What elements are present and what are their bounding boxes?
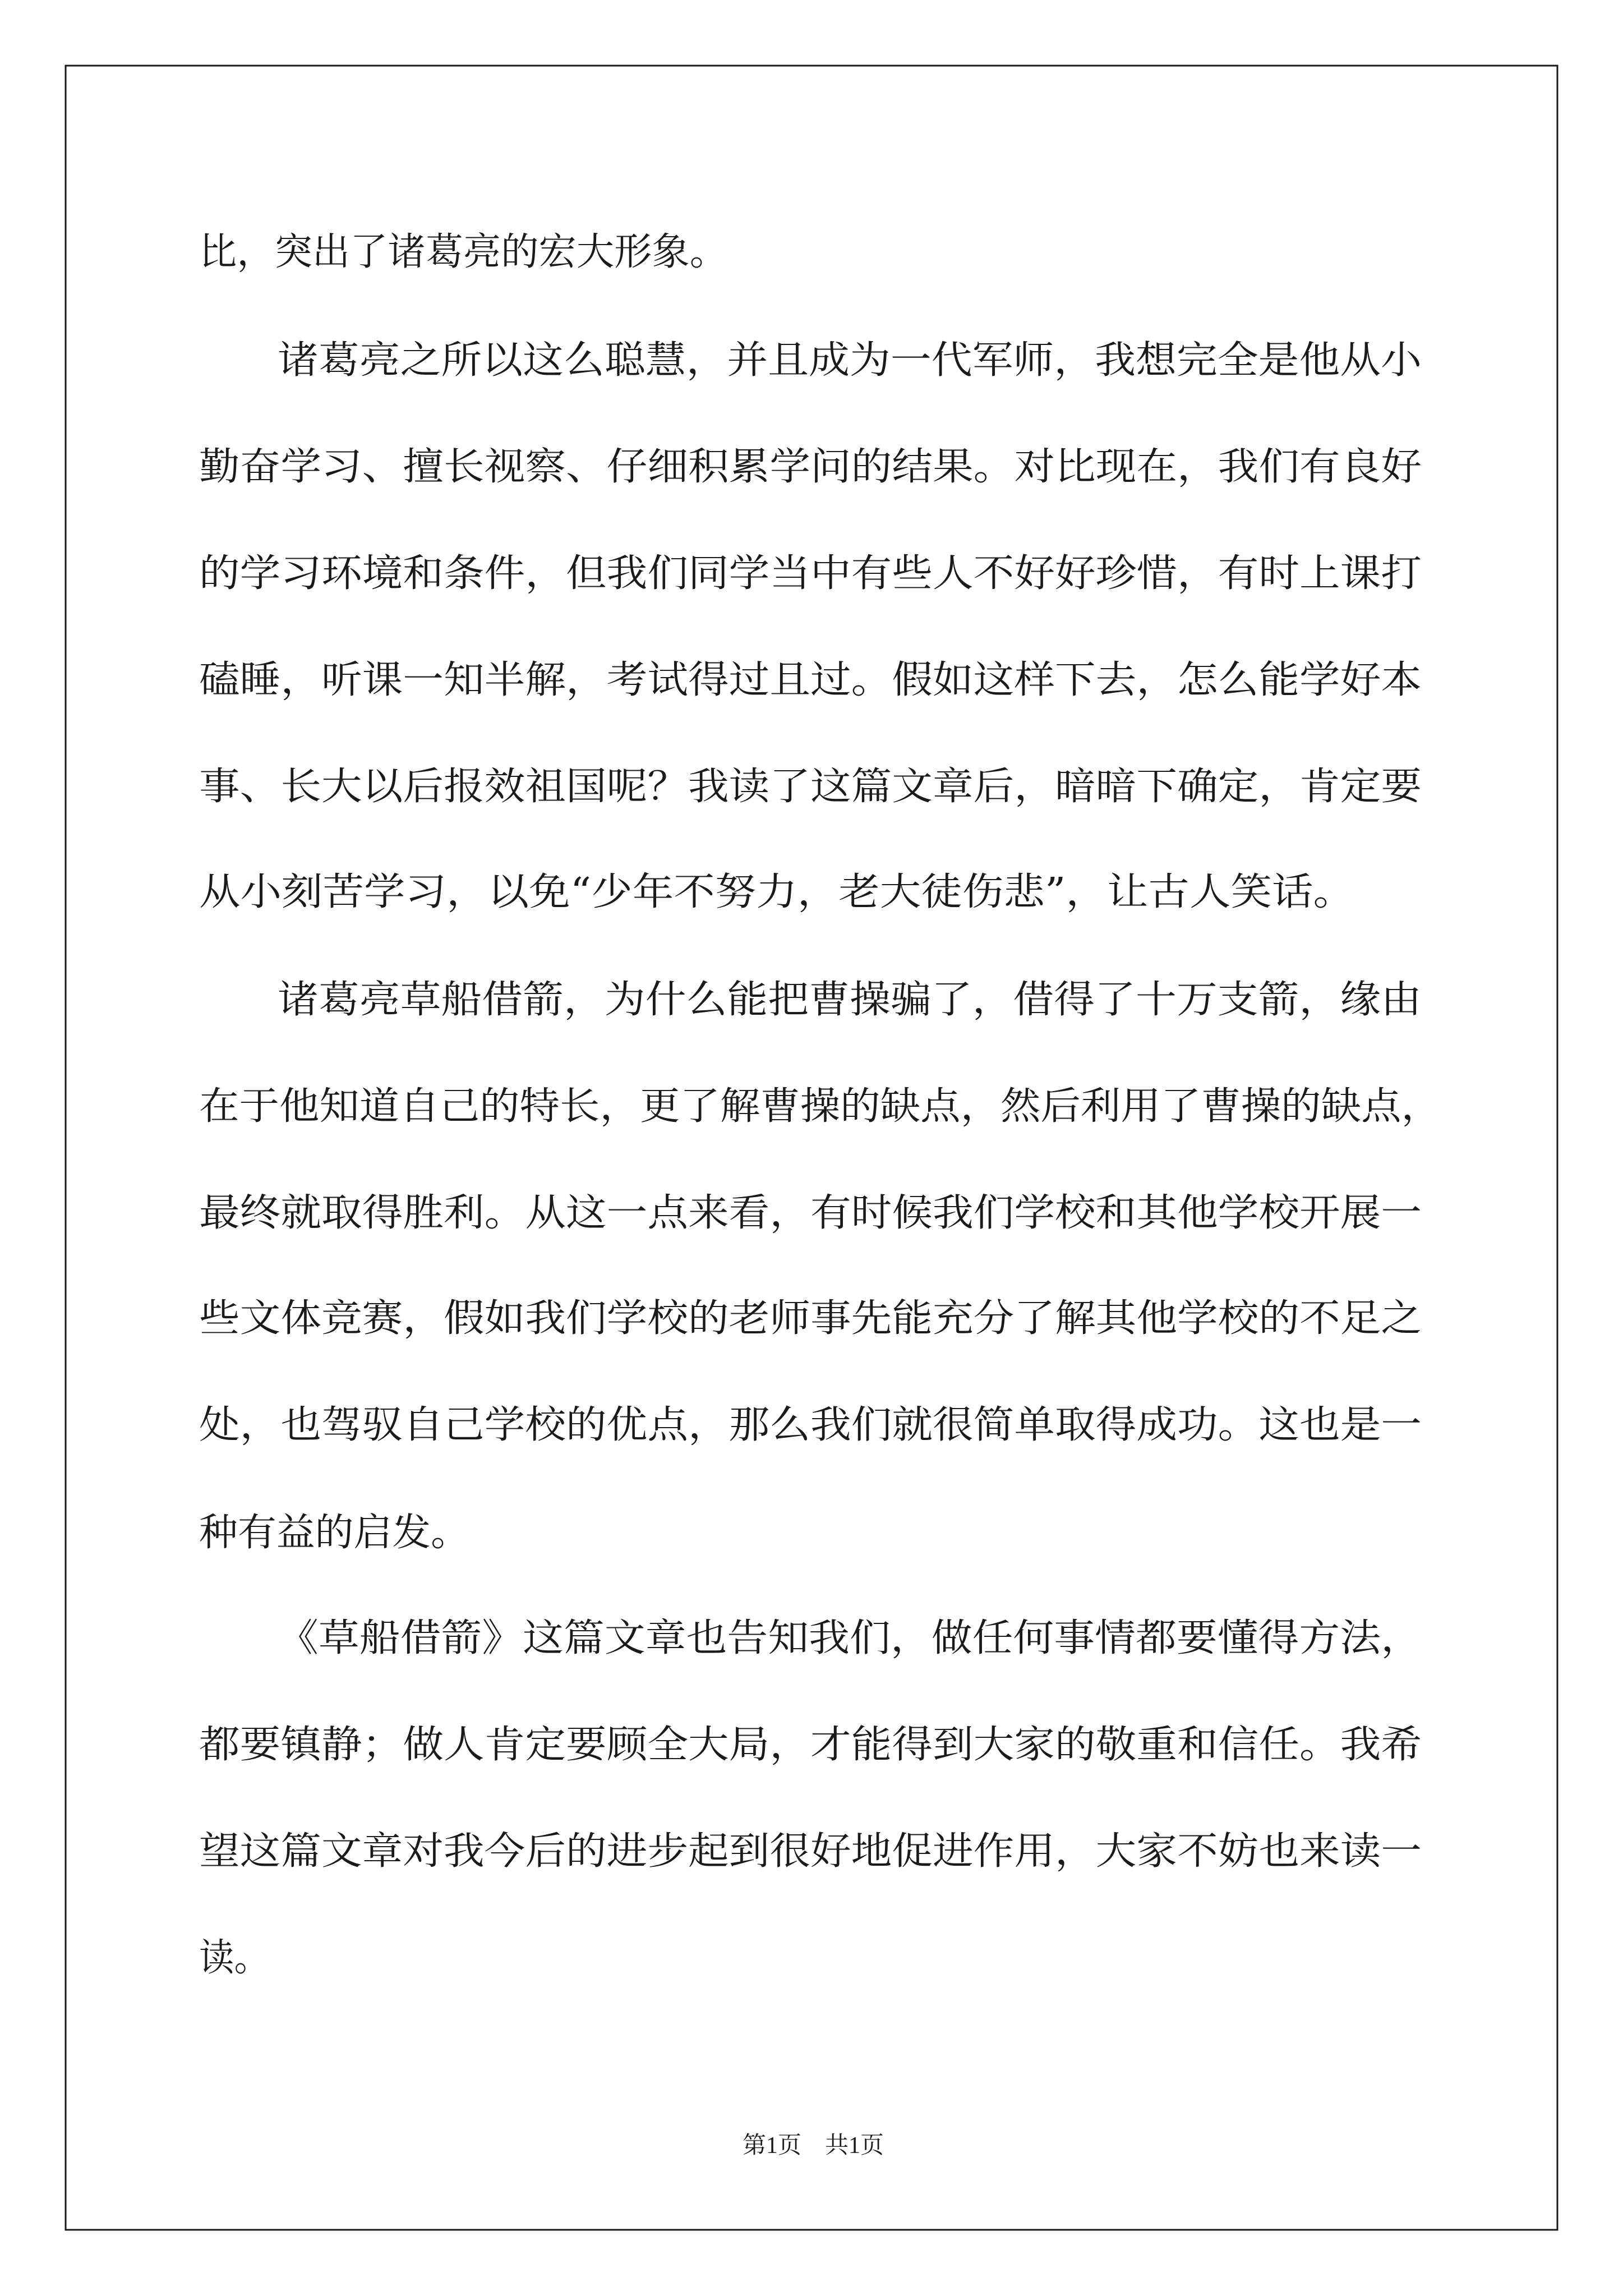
text-line: 都要镇静；做人肯定要顾全大局，才能得到大家的敬重和信任。我希: [199, 1723, 1422, 1767]
page-number-footer: 第1页 共1页: [742, 2133, 884, 2159]
text-line: 事、长大以后报效祖国呢？我读了这篇文章后，暗暗下确定，肯定要: [199, 765, 1422, 809]
text-line: 勤奋学习、擅长视察、仔细积累学问的结果。对比现在，我们有良好: [199, 445, 1422, 489]
text-line: 诸葛亮草船借箭，为什么能把曹操骗了，借得了十万支箭，缘由: [278, 978, 1422, 1022]
text-line: 些文体竞赛，假如我们学校的老师事先能充分了解其他学校的不足之: [199, 1296, 1422, 1341]
text-line: 处，也驾驭自己学校的优点，那么我们就很简单取得成功。这也是一: [199, 1403, 1422, 1447]
text-line: 从小刻苦学习，以免“少年不努力，老大徒伤悲”，让古人笑话。: [199, 870, 1354, 914]
text-line: 比，突出了诸葛亮的宏大形象。: [199, 230, 727, 274]
text-line: 读。: [199, 1936, 269, 1980]
text-line: 在于他知道自己的特长，更了解曹操的缺点，然后利用了曹操的缺点，: [199, 1084, 1441, 1129]
text-line: 望这篇文章对我今后的进步起到很好地促进作用，大家不妨也来读一: [199, 1829, 1422, 1874]
text-line: 的学习环境和条件，但我们同学当中有些人不好好珍惜，有时上课打: [199, 551, 1422, 596]
text-line: 最终就取得胜利。从这一点来看，有时候我们学校和其他学校开展一: [199, 1191, 1422, 1235]
text-line: 磕睡，听课一知半解，考试得过且过。假如这样下去，怎么能学好本: [199, 658, 1422, 702]
text-line: 《草船借箭》这篇文章也告知我们，做任何事情都要懂得方法，: [278, 1616, 1422, 1660]
text-line: 种有益的启发。: [199, 1511, 469, 1555]
text-line: 诸葛亮之所以这么聪慧，并且成为一代军师，我想完全是他从小: [278, 338, 1423, 383]
